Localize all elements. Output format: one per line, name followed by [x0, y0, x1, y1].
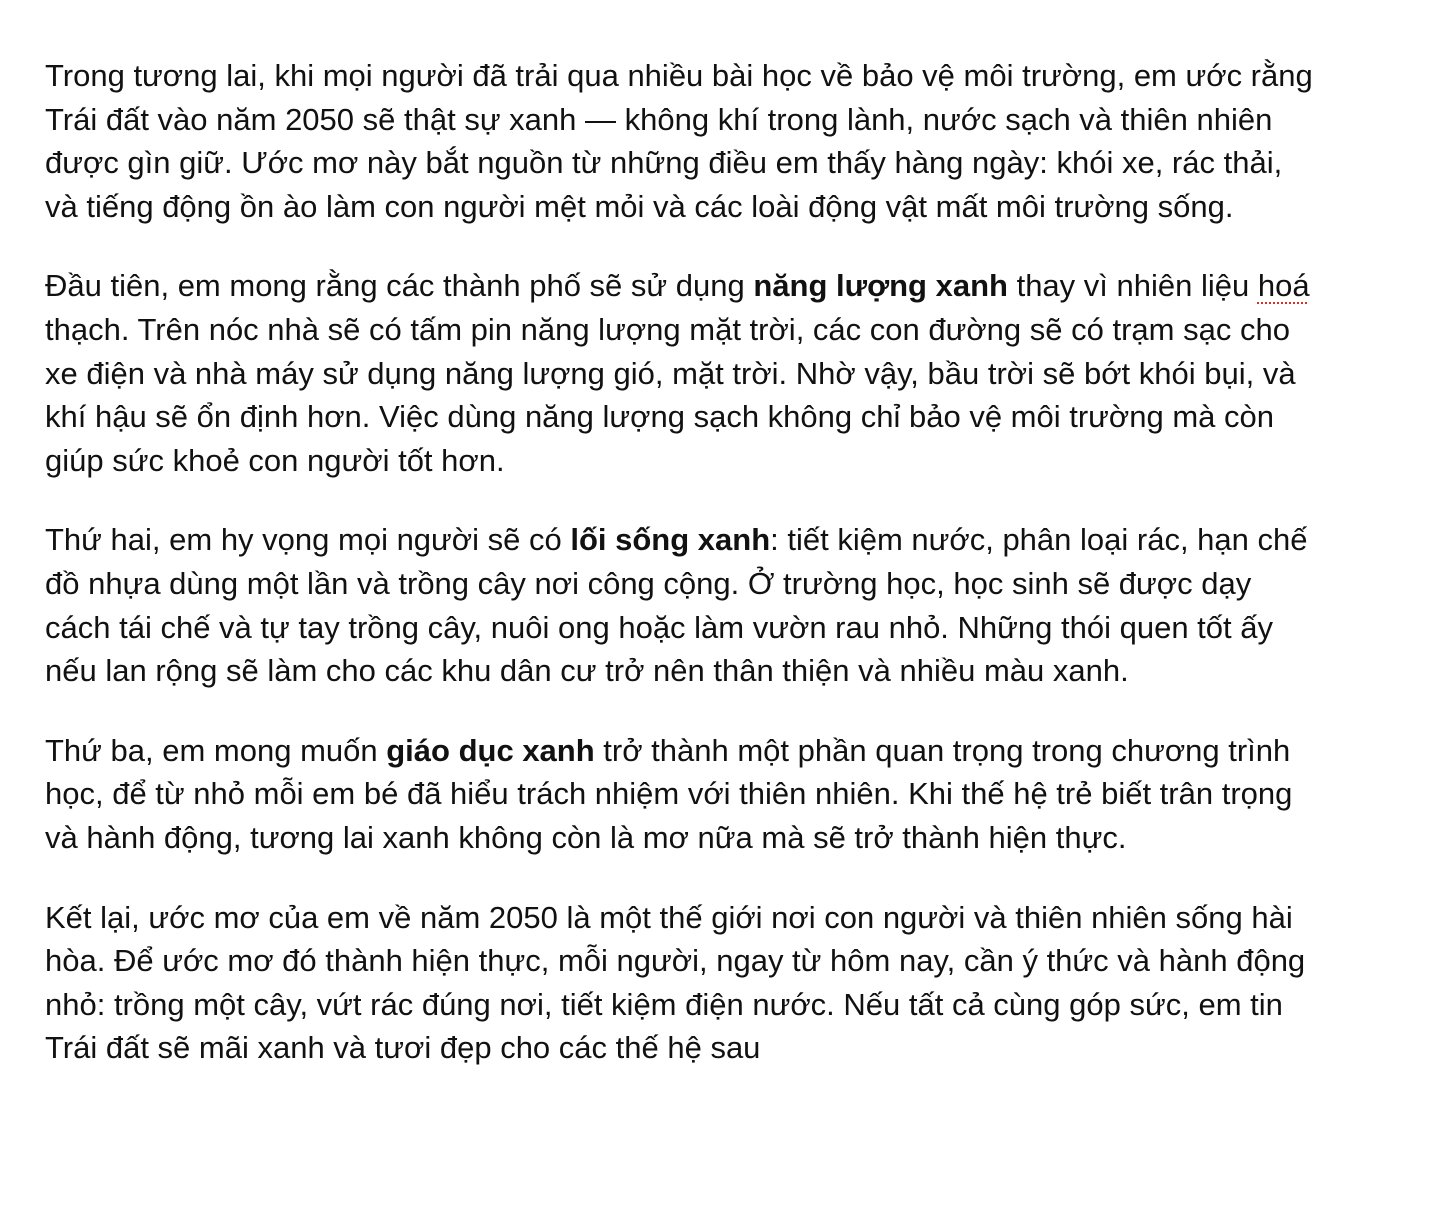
paragraph-green-education	[45, 729, 1315, 860]
bold-phrase-green-lifestyle: lối sống xanh	[570, 522, 771, 558]
paragraph-text: trở thành một phần quan trọng trong chương trình học, để từ nhỏ mỗi em bé đã hiểu trách nhiệm với thiên nhiên. Khi thế hệ trẻ biết trân trọng và hành động, tương lai xanh không còn là mơ nữa mà sẽ trở thành hiện thực.	[45, 732, 1293, 855]
paragraph-text: thạch. Trên nóc nhà sẽ có tấm pin năng lượng mặt trời, các con đường sẽ có trạm sạc cho xe điện và nhà máy sử dụng năng lượng gió, mặt trời. Nhờ vậy, bầu trời sẽ bớt khói bụi, và khí hậu sẽ ổn định hơn. Việc dùng năng lượng sạch không chỉ bảo vệ môi trường mà còn giúp sức khoẻ con người tốt hơn.	[45, 311, 1296, 478]
paragraph-text: Thứ ba, em mong muốn	[45, 732, 387, 768]
paragraph-intro: Trong tương lai, khi mọi người đã trải qua nhiều bài học về bảo vệ môi trường, em ước rằng Trái đất vào năm 2050 sẽ thật sự xanh — không khí trong lành, nước sạch và thiên nhiên được gìn giữ. Ước mơ này bắt nguồn từ những điều em thấy hàng ngày: khói xe, rác thải, và tiếng động ồn ào làm con người mệt mỏi và các loài động vật mất môi trường sống.	[45, 58, 1313, 224]
paragraph-green-energy	[45, 264, 1315, 482]
paragraph-green-lifestyle	[45, 518, 1315, 692]
spellcheck-flagged-word[interactable]: hoá	[1257, 268, 1310, 304]
paragraph-conclusion: Kết lại, ước mơ của em về năm 2050 là một thế giới nơi con người và thiên nhiên sống hài hòa. Để ước mơ đó thành hiện thực, mỗi người, ngay từ hôm nay, cần ý thức và hành động nhỏ: trồng một cây, vứt rác đúng nơi, tiết kiệm điện nước. Nếu tất cả cùng góp sức, em tin Trái đất sẽ mãi xanh và tươi đẹp cho các thế hệ sau	[45, 899, 1306, 1066]
bold-phrase-green-education: giáo dục xanh	[386, 732, 595, 768]
paragraph-text: Thứ hai, em hy vọng mọi người sẽ có	[45, 522, 571, 558]
paragraph-text: Đầu tiên, em mong rằng các thành phố sẽ sử dụng	[45, 268, 754, 304]
bold-phrase-green-energy: năng lượng xanh	[753, 268, 1008, 304]
paragraph-text: : tiết kiệm nước, phân loại rác, hạn chế đồ nhựa dùng một lần và trồng cây nơi công cộng. Ở trường học, học sinh sẽ được dạy cách tái chế và tự tay trồng cây, nuôi ong hoặc làm vườn rau nhỏ. Những thói quen tốt ấy nếu lan rộng sẽ làm cho các khu dân cư trở nên thân thiện và nhiều màu xanh.	[45, 522, 1308, 689]
document-body[interactable]	[45, 54, 1315, 1070]
paragraph-text: thay vì nhiên liệu	[1007, 268, 1258, 304]
